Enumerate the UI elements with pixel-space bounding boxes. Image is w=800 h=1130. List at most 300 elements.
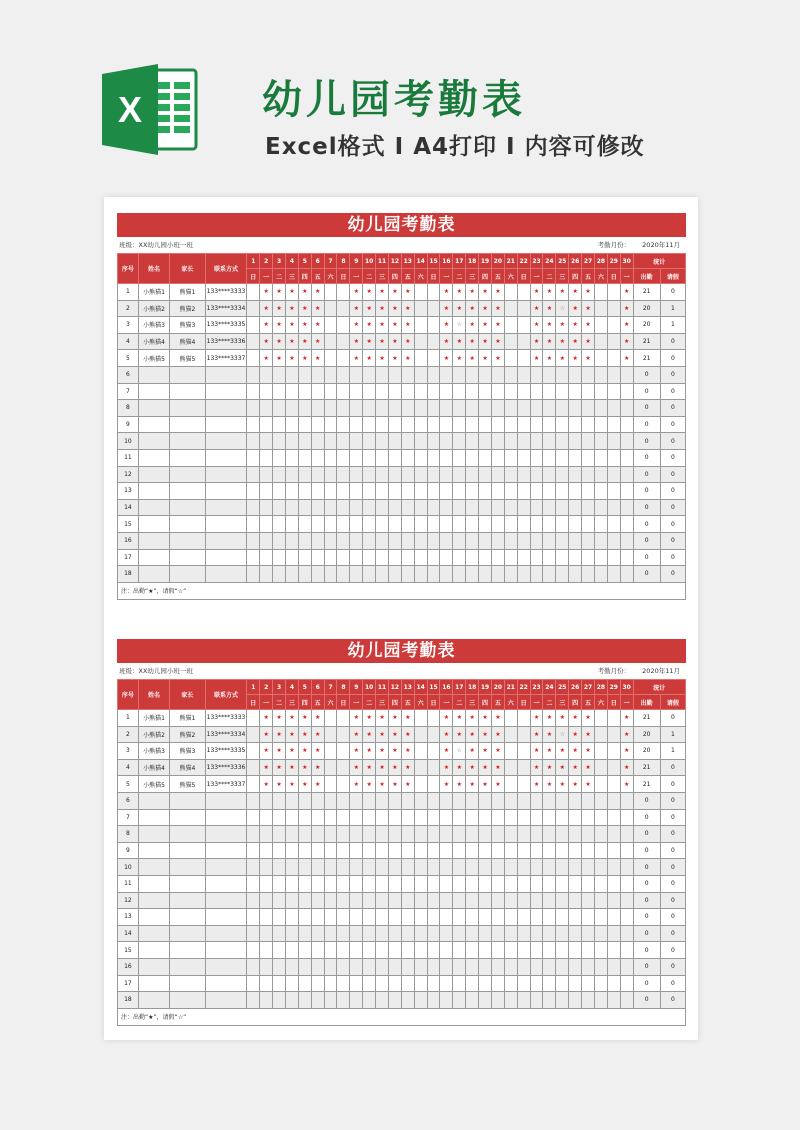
day-cell (427, 532, 440, 549)
day-cell (569, 992, 582, 1009)
day-cell (273, 516, 286, 533)
weekday-header: 一 (440, 269, 453, 284)
day-cell (324, 466, 337, 483)
present-mark: ★ (530, 317, 543, 334)
present-mark: ★ (363, 743, 376, 760)
weekday-header: 一 (350, 695, 363, 710)
weekday-header: 一 (260, 269, 273, 284)
day-cell (414, 826, 427, 843)
day-header: 26 (569, 254, 582, 269)
day-cell (285, 792, 298, 809)
day-cell (594, 449, 607, 466)
day-cell (247, 549, 260, 566)
day-cell (620, 809, 633, 826)
day-cell (298, 809, 311, 826)
day-cell (414, 549, 427, 566)
present-mark: ★ (388, 710, 401, 727)
day-cell (479, 892, 492, 909)
row-leave-count: 0 (660, 776, 685, 793)
day-cell (260, 875, 273, 892)
present-mark: ★ (556, 333, 569, 350)
day-cell (337, 300, 350, 317)
day-cell (491, 842, 504, 859)
day-cell (363, 892, 376, 909)
day-cell (298, 383, 311, 400)
weekday-header: 一 (620, 695, 633, 710)
present-mark: ★ (401, 710, 414, 727)
day-cell (504, 792, 517, 809)
day-header: 19 (479, 254, 492, 269)
day-cell (376, 532, 389, 549)
day-cell (414, 942, 427, 959)
table-row (118, 300, 686, 317)
day-cell (414, 958, 427, 975)
day-cell (543, 483, 556, 500)
present-mark: ★ (401, 350, 414, 367)
day-cell (607, 958, 620, 975)
row-no: 18 (118, 992, 139, 1009)
present-mark: ★ (491, 776, 504, 793)
day-cell (363, 549, 376, 566)
present-mark: ★ (273, 317, 286, 334)
day-cell (517, 300, 530, 317)
day-cell (388, 975, 401, 992)
present-mark: ★ (311, 284, 324, 301)
day-cell (530, 958, 543, 975)
day-cell (543, 875, 556, 892)
day-cell (491, 925, 504, 942)
row-present-count: 0 (633, 792, 660, 809)
day-cell (273, 433, 286, 450)
day-cell (607, 875, 620, 892)
present-mark: ★ (376, 350, 389, 367)
weekday-header: 二 (363, 269, 376, 284)
present-mark: ★ (260, 710, 273, 727)
day-cell (569, 892, 582, 909)
day-cell (504, 710, 517, 727)
day-cell (260, 366, 273, 383)
weekday-header: 一 (530, 269, 543, 284)
day-cell (363, 826, 376, 843)
day-cell (607, 726, 620, 743)
present-mark: ★ (260, 284, 273, 301)
table-row (118, 992, 686, 1009)
row-name (138, 875, 169, 892)
present-mark: ★ (491, 317, 504, 334)
row-name (138, 892, 169, 909)
present-mark: ★ (285, 710, 298, 727)
row-name: 小熊猫1 (138, 284, 169, 301)
weekday-header: 四 (388, 695, 401, 710)
sheet-title: 幼儿园考勤表 (117, 213, 686, 237)
row-present-count: 21 (633, 333, 660, 350)
day-cell (440, 842, 453, 859)
day-cell (569, 975, 582, 992)
day-cell (247, 809, 260, 826)
day-header: 4 (285, 680, 298, 695)
row-leave-count: 0 (660, 333, 685, 350)
row-no: 3 (118, 317, 139, 334)
day-cell (453, 566, 466, 583)
day-cell (479, 416, 492, 433)
present-mark: ★ (285, 759, 298, 776)
day-cell (517, 400, 530, 417)
present-mark: ★ (620, 300, 633, 317)
row-no: 6 (118, 792, 139, 809)
day-cell (607, 942, 620, 959)
row-leave-count: 1 (660, 300, 685, 317)
day-cell (607, 925, 620, 942)
present-mark: ★ (582, 317, 595, 334)
day-header: 11 (376, 254, 389, 269)
day-cell (479, 449, 492, 466)
day-cell (298, 925, 311, 942)
day-cell (363, 449, 376, 466)
day-header: 27 (582, 254, 595, 269)
day-cell (414, 710, 427, 727)
day-cell (414, 792, 427, 809)
day-cell (324, 566, 337, 583)
present-mark: ★ (311, 317, 324, 334)
present-mark: ★ (440, 726, 453, 743)
day-cell (491, 549, 504, 566)
day-cell (427, 710, 440, 727)
day-cell (491, 499, 504, 516)
day-cell (324, 759, 337, 776)
day-header: 25 (556, 254, 569, 269)
row-present-count: 0 (633, 400, 660, 417)
row-leave-count: 0 (660, 383, 685, 400)
row-no: 7 (118, 809, 139, 826)
day-cell (530, 826, 543, 843)
day-cell (466, 859, 479, 876)
day-cell (453, 516, 466, 533)
day-cell (517, 516, 530, 533)
day-cell (466, 449, 479, 466)
day-cell (324, 383, 337, 400)
day-cell (556, 549, 569, 566)
row-parent (170, 875, 205, 892)
row-contact (205, 566, 247, 583)
day-cell (414, 300, 427, 317)
row-parent (170, 400, 205, 417)
day-cell (311, 826, 324, 843)
row-present-count: 0 (633, 416, 660, 433)
weekday-header: 日 (337, 695, 350, 710)
present-mark: ★ (582, 710, 595, 727)
present-mark: ★ (620, 333, 633, 350)
present-mark: ★ (363, 776, 376, 793)
day-cell (427, 826, 440, 843)
weekday-header: 五 (311, 269, 324, 284)
row-no: 5 (118, 350, 139, 367)
row-parent: 熊猫1 (170, 284, 205, 301)
day-cell (247, 975, 260, 992)
present-mark: ★ (479, 759, 492, 776)
row-parent (170, 842, 205, 859)
day-cell (260, 809, 273, 826)
day-cell (569, 859, 582, 876)
row-no: 14 (118, 925, 139, 942)
day-cell (466, 416, 479, 433)
day-cell (311, 466, 324, 483)
present-mark: ★ (620, 284, 633, 301)
table-row (118, 317, 686, 334)
present-mark: ★ (556, 284, 569, 301)
day-cell (504, 992, 517, 1009)
day-cell (530, 400, 543, 417)
row-name (138, 383, 169, 400)
row-contact (205, 975, 247, 992)
day-cell (363, 809, 376, 826)
present-mark: ★ (376, 759, 389, 776)
row-parent (170, 892, 205, 909)
day-cell (517, 992, 530, 1009)
sheet-info (117, 663, 686, 679)
row-leave-count: 0 (660, 350, 685, 367)
day-cell (517, 350, 530, 367)
day-cell (350, 958, 363, 975)
present-mark: ★ (569, 710, 582, 727)
present-mark: ★ (569, 726, 582, 743)
row-leave-count: 0 (660, 942, 685, 959)
present-mark: ★ (298, 776, 311, 793)
col-header-stats: 统计 (633, 680, 685, 695)
day-cell (285, 909, 298, 926)
row-name (138, 499, 169, 516)
day-cell (324, 483, 337, 500)
day-cell (388, 826, 401, 843)
row-present-count: 0 (633, 466, 660, 483)
day-cell (620, 549, 633, 566)
day-cell (324, 859, 337, 876)
day-cell (440, 826, 453, 843)
present-mark: ★ (260, 759, 273, 776)
day-cell (556, 483, 569, 500)
day-cell (530, 366, 543, 383)
day-cell (363, 975, 376, 992)
row-no: 15 (118, 516, 139, 533)
day-cell (337, 975, 350, 992)
row-no: 3 (118, 743, 139, 760)
present-mark: ★ (440, 776, 453, 793)
day-cell (311, 416, 324, 433)
day-cell (376, 909, 389, 926)
day-cell (414, 383, 427, 400)
row-leave-count: 0 (660, 449, 685, 466)
day-cell (620, 892, 633, 909)
row-contact (205, 842, 247, 859)
day-cell (556, 975, 569, 992)
day-cell (376, 792, 389, 809)
day-cell (401, 549, 414, 566)
day-cell (517, 317, 530, 334)
day-header: 29 (607, 254, 620, 269)
day-cell (607, 710, 620, 727)
day-cell (582, 366, 595, 383)
day-cell (556, 875, 569, 892)
row-name (138, 925, 169, 942)
day-cell (582, 925, 595, 942)
present-mark: ★ (350, 284, 363, 301)
day-cell (414, 776, 427, 793)
day-cell (376, 826, 389, 843)
row-present-count: 0 (633, 499, 660, 516)
day-cell (556, 992, 569, 1009)
day-cell (324, 892, 337, 909)
day-cell (569, 433, 582, 450)
present-mark: ★ (350, 759, 363, 776)
day-cell (350, 383, 363, 400)
day-cell (273, 449, 286, 466)
day-cell (530, 842, 543, 859)
present-mark: ★ (479, 300, 492, 317)
day-cell (466, 975, 479, 992)
present-mark: ★ (376, 300, 389, 317)
day-cell (324, 300, 337, 317)
row-present-count: 0 (633, 449, 660, 466)
day-cell (517, 892, 530, 909)
present-mark: ★ (569, 317, 582, 334)
day-cell (543, 975, 556, 992)
day-cell (491, 483, 504, 500)
present-mark: ★ (311, 726, 324, 743)
present-mark: ★ (569, 333, 582, 350)
day-cell (324, 317, 337, 334)
day-cell (311, 942, 324, 959)
col-header-name: 姓名 (138, 254, 169, 284)
present-mark: ★ (363, 759, 376, 776)
present-mark: ★ (556, 710, 569, 727)
row-name (138, 366, 169, 383)
day-cell (427, 300, 440, 317)
day-cell (440, 892, 453, 909)
day-cell (517, 759, 530, 776)
present-mark: ★ (582, 743, 595, 760)
day-cell (479, 925, 492, 942)
weekday-header: 五 (582, 269, 595, 284)
day-cell (388, 859, 401, 876)
row-parent (170, 433, 205, 450)
day-cell (311, 909, 324, 926)
day-cell (337, 842, 350, 859)
day-cell (324, 284, 337, 301)
row-name: 小熊猫5 (138, 776, 169, 793)
day-cell (491, 433, 504, 450)
present-mark: ★ (491, 284, 504, 301)
col-header-name: 姓名 (138, 680, 169, 710)
day-cell (388, 416, 401, 433)
day-cell (388, 892, 401, 909)
day-cell (453, 416, 466, 433)
day-cell (414, 726, 427, 743)
day-cell (453, 909, 466, 926)
present-mark: ★ (569, 759, 582, 776)
present-mark: ★ (401, 317, 414, 334)
day-cell (414, 992, 427, 1009)
day-cell (504, 383, 517, 400)
present-mark: ★ (491, 710, 504, 727)
day-cell (556, 859, 569, 876)
day-cell (607, 842, 620, 859)
day-cell (607, 366, 620, 383)
day-header: 28 (594, 680, 607, 695)
day-cell (427, 909, 440, 926)
day-cell (504, 333, 517, 350)
day-cell (401, 942, 414, 959)
day-cell (440, 549, 453, 566)
day-cell (594, 743, 607, 760)
day-cell (260, 499, 273, 516)
day-cell (285, 975, 298, 992)
leave-mark: ☆ (453, 743, 466, 760)
day-cell (556, 909, 569, 926)
present-mark: ★ (388, 776, 401, 793)
present-mark: ★ (453, 710, 466, 727)
day-cell (517, 483, 530, 500)
day-cell (466, 433, 479, 450)
day-cell (517, 842, 530, 859)
day-cell (324, 809, 337, 826)
day-cell (582, 449, 595, 466)
row-contact: 133****3333 (205, 710, 247, 727)
weekday-header: 六 (594, 695, 607, 710)
day-cell (543, 826, 556, 843)
day-cell (569, 942, 582, 959)
day-cell (479, 566, 492, 583)
day-cell (582, 859, 595, 876)
row-no: 9 (118, 842, 139, 859)
day-cell (260, 859, 273, 876)
row-name (138, 466, 169, 483)
present-mark: ★ (440, 333, 453, 350)
row-leave-count: 1 (660, 743, 685, 760)
present-mark: ★ (440, 710, 453, 727)
present-mark: ★ (298, 284, 311, 301)
present-mark: ★ (285, 284, 298, 301)
row-no: 1 (118, 284, 139, 301)
row-present-count: 0 (633, 925, 660, 942)
present-mark: ★ (582, 284, 595, 301)
day-cell (582, 566, 595, 583)
day-cell (517, 333, 530, 350)
day-cell (530, 499, 543, 516)
day-cell (479, 842, 492, 859)
day-cell (247, 759, 260, 776)
month-value: 2020年11月 (642, 667, 680, 675)
day-cell (285, 875, 298, 892)
day-cell (388, 400, 401, 417)
row-leave-count: 0 (660, 499, 685, 516)
month-label: 考勤月份： (597, 667, 631, 675)
table-row (118, 433, 686, 450)
present-mark: ★ (363, 300, 376, 317)
day-cell (260, 532, 273, 549)
row-no: 10 (118, 433, 139, 450)
day-cell (273, 925, 286, 942)
day-cell (298, 942, 311, 959)
table-row (118, 710, 686, 727)
row-no: 8 (118, 826, 139, 843)
day-cell (491, 992, 504, 1009)
present-mark: ★ (556, 743, 569, 760)
day-cell (298, 826, 311, 843)
present-mark: ★ (285, 333, 298, 350)
day-cell (466, 499, 479, 516)
day-cell (569, 516, 582, 533)
table-row (118, 776, 686, 793)
day-cell (247, 466, 260, 483)
